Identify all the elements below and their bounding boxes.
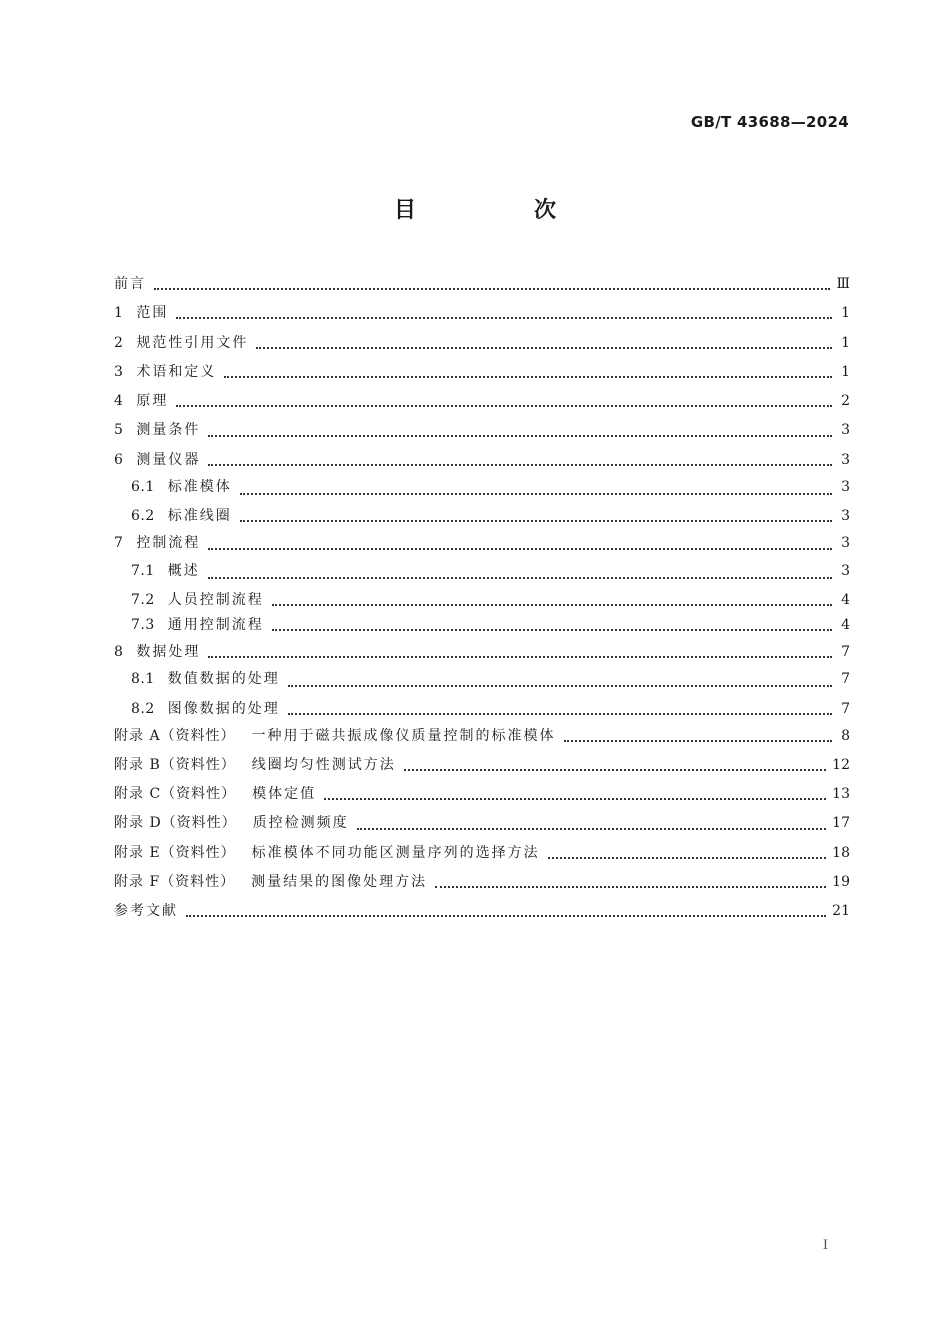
toc-entry-label: 概述 (167, 562, 200, 579)
toc-page-number: 3 (841, 422, 850, 439)
toc-entry[interactable] (114, 270, 850, 299)
toc-entry[interactable] (114, 329, 850, 358)
toc-entry-label: 人员控制流程 (167, 591, 264, 608)
toc-entry-label: 图像数据的处理 (167, 700, 280, 717)
toc-dot-leader (208, 430, 832, 440)
toc-page-number: 3 (841, 451, 850, 468)
toc-page-number: 8 (841, 727, 850, 744)
toc-entry-label: 术语和定义 (136, 363, 217, 380)
toc-entry[interactable] (114, 504, 850, 529)
toc-dot-leader (288, 680, 832, 690)
toc-entry-label: 标准模体 (167, 479, 232, 496)
toc-dot-leader (324, 793, 826, 803)
toc-dot-leader (435, 881, 826, 891)
toc-dot-leader (240, 488, 832, 498)
toc-page-number: 13 (832, 786, 850, 803)
toc-page-number: 1 (841, 363, 850, 380)
toc-page-number: 17 (832, 815, 850, 832)
toc-dot-leader (176, 400, 832, 410)
toc-entry[interactable] (114, 529, 850, 558)
toc-appendix-label: 附录 D（资料性） (114, 815, 237, 832)
toc-entry-label: 规范性引用文件 (136, 334, 249, 351)
toc-page-number: 1 (841, 305, 850, 322)
table-of-contents (114, 270, 850, 927)
toc-entry-label: 测量条件 (136, 422, 201, 439)
toc-entry[interactable] (114, 868, 850, 897)
toc-appendix-label: 附录 F（资料性） (114, 874, 236, 891)
toc-page-number: 3 (841, 508, 850, 525)
toc-entry-label: 线圈均匀性测试方法 (251, 756, 396, 773)
toc-entry[interactable] (114, 588, 850, 613)
toc-entry-label: 测量仪器 (136, 451, 201, 468)
toc-entry-number: 8.1 (131, 671, 155, 688)
toc-page-number: 4 (841, 616, 850, 633)
toc-dot-leader (176, 312, 832, 322)
toc-entry[interactable] (114, 387, 850, 416)
toc-page-number: 21 (832, 903, 850, 920)
toc-entry[interactable] (114, 416, 850, 445)
toc-entry[interactable] (114, 722, 850, 751)
toc-page-number: 7 (841, 643, 850, 660)
toc-dot-leader (272, 624, 832, 634)
toc-page-number: Ⅲ (836, 276, 850, 292)
toc-page-number: 12 (832, 756, 850, 773)
toc-entry-label: 控制流程 (136, 535, 201, 552)
toc-entry[interactable] (114, 780, 850, 809)
toc-dot-leader (208, 543, 832, 553)
page-folio: Ⅰ (822, 1238, 828, 1253)
toc-page-number: 3 (841, 562, 850, 579)
toc-entry-label: 原理 (136, 393, 169, 410)
toc-entry[interactable] (114, 697, 850, 722)
toc-dot-leader (240, 515, 832, 525)
toc-entry-label: 前言 (114, 276, 146, 292)
toc-dot-leader (272, 599, 832, 609)
toc-page-number: 4 (841, 591, 850, 608)
toc-entry-number: 7.2 (131, 591, 155, 608)
toc-appendix-label: 附录 A（资料性） (114, 727, 236, 744)
toc-dot-leader (154, 283, 830, 293)
toc-page-number: 3 (841, 479, 850, 496)
toc-entry-label: 测量结果的图像处理方法 (251, 874, 428, 891)
toc-entry-number: 4 (114, 393, 124, 410)
toc-entry[interactable] (114, 475, 850, 504)
toc-entry[interactable] (114, 897, 850, 926)
toc-dot-leader (288, 708, 832, 718)
toc-entry[interactable] (114, 446, 850, 475)
toc-dot-leader (208, 651, 832, 661)
toc-entry[interactable] (114, 358, 850, 387)
toc-entry[interactable] (114, 638, 850, 667)
toc-page-number: 3 (841, 535, 850, 552)
toc-page-number: 18 (832, 844, 850, 861)
toc-entry-number: 7.3 (131, 616, 155, 633)
toc-page-number: 7 (841, 700, 850, 717)
toc-entry-label: 通用控制流程 (167, 616, 264, 633)
toc-entry-number: 5 (114, 422, 124, 439)
toc-dot-leader (564, 735, 832, 745)
toc-entry-label: 数据处理 (136, 643, 201, 660)
toc-dot-leader (404, 764, 826, 774)
toc-entry-label: 数值数据的处理 (167, 671, 280, 688)
toc-entry-label: 质控检测频度 (252, 815, 349, 832)
toc-entry[interactable] (114, 751, 850, 780)
toc-entry-number: 6 (114, 451, 124, 468)
toc-appendix-label: 附录 E（资料性） (114, 844, 236, 861)
toc-dot-leader (186, 910, 826, 920)
toc-appendix-label: 附录 B（资料性） (114, 756, 236, 773)
toc-entry-number: 1 (114, 305, 124, 322)
toc-dot-leader (208, 572, 832, 582)
toc-page-number: 7 (841, 671, 850, 688)
toc-entry[interactable] (114, 839, 850, 868)
toc-entry[interactable] (114, 559, 850, 588)
toc-entry-label: 一种用于磁共振成像仪质量控制的标准模体 (251, 727, 556, 744)
toc-entry-label: 范围 (136, 305, 169, 322)
toc-dot-leader (357, 823, 826, 833)
toc-page-number: 19 (832, 874, 850, 891)
toc-entry-number: 2 (114, 334, 124, 351)
toc-dot-leader (548, 852, 827, 862)
toc-dot-leader (208, 459, 832, 469)
toc-entry[interactable] (114, 809, 850, 838)
toc-appendix-label: 附录 C（资料性） (114, 786, 237, 803)
toc-entry-number: 7 (114, 535, 124, 552)
toc-entry-label: 标准线圈 (167, 508, 232, 525)
toc-entry-number: 6.2 (131, 508, 155, 525)
toc-dot-leader (256, 342, 832, 352)
toc-entry-label: 标准模体不同功能区测量序列的选择方法 (251, 844, 540, 861)
toc-entry-number: 7.1 (131, 562, 155, 579)
toc-entry-number: 6.1 (131, 479, 155, 496)
toc-entry[interactable] (114, 613, 850, 638)
toc-entry[interactable] (114, 667, 850, 696)
toc-entry-number: 8.2 (131, 700, 155, 717)
toc-entry-label: 参考文献 (114, 903, 178, 920)
toc-entry-label: 模体定值 (252, 786, 317, 803)
page-title: 目 次 (393, 198, 604, 223)
toc-entry-number: 8 (114, 643, 124, 660)
toc-page-number: 2 (841, 393, 850, 410)
toc-page-number: 1 (841, 334, 850, 351)
toc-entry[interactable] (114, 299, 850, 328)
toc-dot-leader (224, 371, 832, 381)
standard-number: GB/T 43688—2024 (690, 113, 849, 131)
toc-entry-number: 3 (114, 363, 124, 380)
